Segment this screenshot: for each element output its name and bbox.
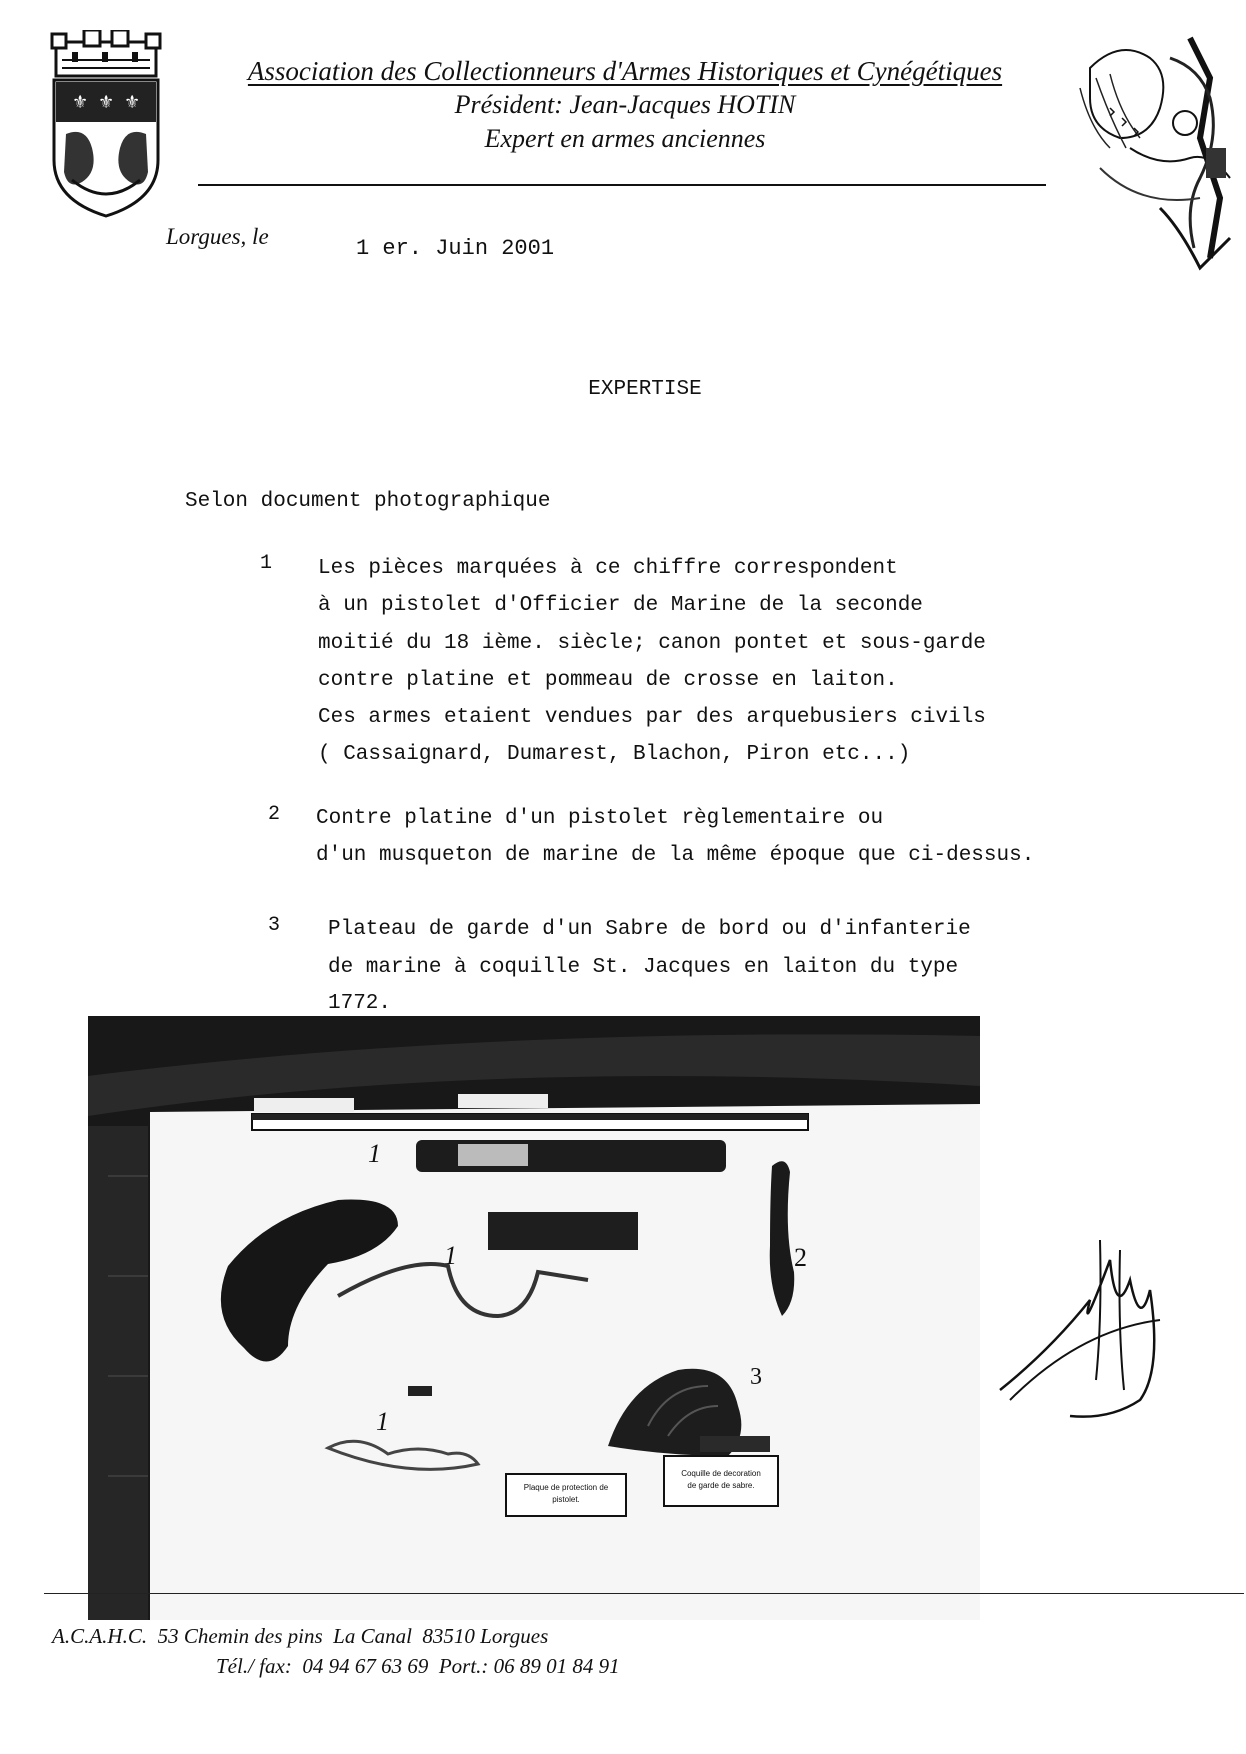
item-line: Ces armes etaient vendues par des arquebusiers civils — [318, 706, 986, 729]
svg-text:⚜: ⚜ — [72, 92, 89, 113]
measuring-ruler — [252, 1114, 808, 1130]
photo-tag — [458, 1094, 548, 1108]
letter-place: Lorgues, le — [166, 224, 269, 249]
coat-of-arms-emblem — [42, 30, 170, 220]
photo-marker-1: 1 — [376, 1407, 389, 1436]
expert-title: Expert en armes anciennes — [484, 124, 766, 153]
label-coquille-line: Coquille de decoration — [681, 1469, 761, 1478]
item-line: Contre platine d'un pistolet règlementaire ou — [316, 807, 884, 830]
item-line: Les pièces marquées à ce chiffre correspondent — [318, 557, 898, 580]
item-line: Plateau de garde d'un Sabre de bord ou d'infanterie — [328, 918, 971, 941]
president-name: Président: Jean-Jacques HOTIN — [454, 90, 796, 119]
footer-phone: Tél./ fax: 04 94 67 63 69 Port.: 06 89 01 84 91 — [216, 1654, 620, 1678]
item-line: ( Cassaignard, Dumarest, Blachon, Piron etc...) — [318, 743, 911, 766]
item-line: de marine à coquille St. Jacques en laiton du type — [328, 956, 959, 979]
footer-divider — [44, 1593, 1244, 1594]
photo-marker-1: 1 — [368, 1139, 381, 1168]
photo-marker-2: 2 — [794, 1243, 807, 1272]
svg-text:⚜: ⚜ — [98, 92, 115, 113]
item-number: 2 — [268, 803, 281, 826]
item-line: à un pistolet d'Officier de Marine de la seconde — [318, 594, 923, 617]
label-coquille-line: de garde de sabre. — [687, 1481, 755, 1490]
item-line: moitié du 18 ième. siècle; canon pontet et sous-garde — [318, 632, 986, 655]
footer-address: A.C.A.H.C. 53 Chemin des pins La Canal 83510 Lorgues — [52, 1624, 549, 1648]
label-plaque-line: Plaque de protection de — [523, 1483, 609, 1492]
item-line: contre platine et pommeau de crosse en laiton. — [318, 669, 898, 692]
document-heading: EXPERTISE — [588, 378, 702, 401]
photo-marker-1: 1 — [444, 1241, 457, 1270]
item-line: d'un musqueton de marine de la même époque que ci-dessus. — [316, 844, 1035, 867]
signature — [990, 1220, 1180, 1430]
item-number: 1 — [260, 552, 273, 575]
intro-text: Selon document photographique — [185, 490, 551, 513]
shell-guard-arm — [700, 1436, 770, 1452]
label-plaque-line: pistolet. — [552, 1495, 580, 1504]
lock-plate — [488, 1212, 638, 1250]
item-number: 3 — [268, 914, 281, 937]
association-name: Association des Collectionneurs d'Armes Historiques et Cynégétiques — [247, 56, 1003, 86]
small-part — [408, 1386, 432, 1396]
letter-date: 1 er. Juin 2001 — [356, 236, 555, 261]
pistol-barrel — [416, 1140, 726, 1172]
eagle-arms-engraving — [1070, 28, 1240, 278]
photo-tag — [254, 1098, 354, 1112]
item-line: 1772. — [328, 992, 392, 1015]
svg-text:⚜: ⚜ — [124, 92, 141, 113]
artifact-photograph — [88, 1016, 980, 1620]
header-divider — [198, 184, 1046, 186]
photo-marker-3: 3 — [750, 1364, 762, 1390]
